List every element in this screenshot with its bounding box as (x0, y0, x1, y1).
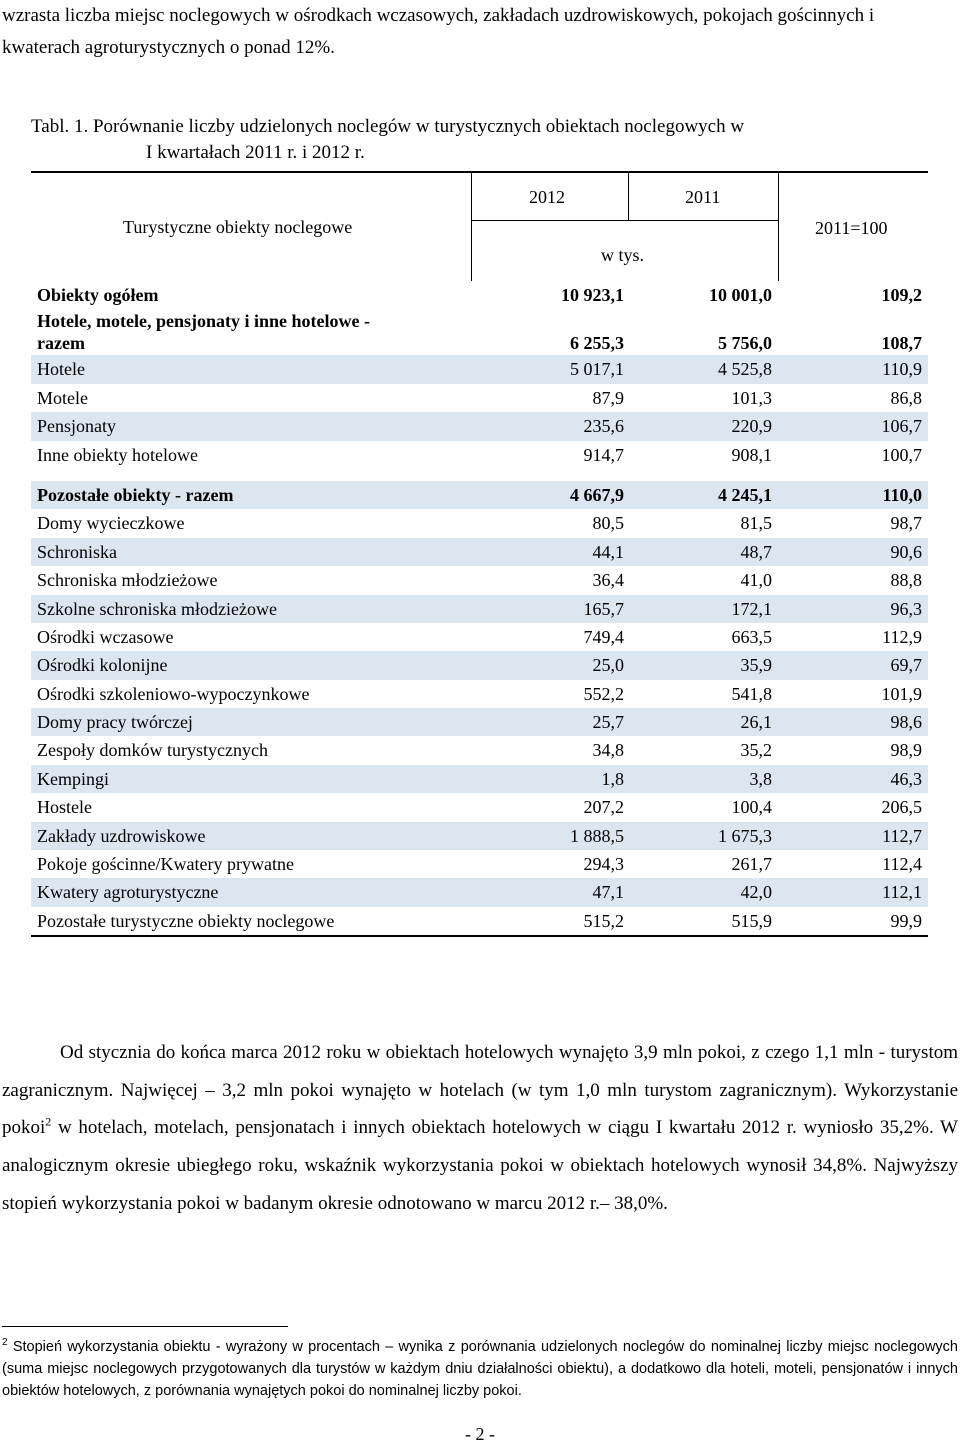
table-row (31, 680, 928, 708)
row-label: Domy pracy twórczej (37, 712, 193, 733)
row-label: Schroniska młodzieżowe (37, 570, 218, 591)
value-2012: 1,8 (601, 768, 624, 789)
value-2012: 36,4 (592, 570, 624, 591)
index-value: 106,7 (881, 416, 922, 437)
index-value: 112,7 (882, 825, 922, 846)
header-divider (628, 173, 629, 220)
table-row (31, 309, 928, 355)
value-2011: 5 756,0 (718, 333, 772, 354)
index-value: 98,7 (890, 513, 922, 534)
value-2011: 81,5 (740, 513, 772, 534)
value-2011: 48,7 (740, 541, 772, 562)
table-row (31, 822, 928, 850)
table-row (31, 281, 928, 309)
page-number: - 2 - (465, 1424, 495, 1444)
row-label: Hostele (37, 797, 92, 818)
table-row (31, 595, 928, 623)
value-2012: 235,6 (583, 416, 624, 437)
footnote-mark: 2 (2, 1337, 8, 1349)
table-row (31, 384, 928, 412)
table-row (31, 765, 928, 793)
value-2011: 35,2 (740, 740, 772, 761)
table-caption-line-1: Tabl. 1. Porównanie liczby udzielonych noclegów w turystycznych obiektach noclegowych w (31, 116, 745, 137)
table-row (31, 412, 928, 440)
row-label: Inne obiekty hotelowe (37, 444, 198, 465)
value-2011: 42,0 (740, 882, 772, 903)
value-2012: 6 255,3 (570, 333, 624, 354)
value-2012: 87,9 (592, 387, 624, 408)
group-spacer (31, 469, 928, 481)
row-label: Ośrodki szkoleniowo-wypoczynkowe (37, 683, 310, 704)
header-unit: w tys. (601, 245, 645, 265)
row-label: Zakłady uzdrowiskowe (37, 825, 206, 846)
table-body-other-group (31, 481, 928, 937)
table-row (31, 793, 928, 821)
index-value: 88,8 (890, 570, 922, 591)
body-text-part-1: Od stycznia do końca marca 2012 roku w obiektach hotelowych wynajęto 3,9 mln pokoi, z czego 1,1 mln - turystom zagranicznym. Najwięcej – 3,2 mln pokoi wynajęto w hotelach (w tym 1,0 mln turystom zagranicznym). Wykorzystanie pokoi (2, 1042, 958, 1139)
index-value: 112,4 (882, 854, 922, 875)
row-label-line-2: razem (37, 333, 85, 354)
footnote (2, 1336, 958, 1402)
row-label: Obiekty ogółem (37, 285, 159, 305)
header-year-2012: 2012 (529, 187, 565, 207)
value-2011: 663,5 (731, 626, 772, 647)
row-label: Hotele (37, 359, 85, 380)
header-underline (471, 220, 778, 221)
value-2011: 3,8 (749, 768, 772, 789)
row-label: Zespoły domków turystycznych (37, 740, 268, 761)
row-label: Motele (37, 387, 88, 408)
row-label: Pokoje gościnne/Kwatery prywatne (37, 854, 294, 875)
table-row (31, 566, 928, 594)
value-2011: 172,1 (731, 598, 772, 619)
index-value: 110,9 (882, 359, 922, 380)
index-value: 98,6 (890, 712, 922, 733)
value-2012: 749,4 (583, 626, 624, 647)
table-body-hotel-group (31, 281, 928, 469)
value-2011: 26,1 (740, 712, 772, 733)
value-2012: 44,1 (592, 541, 624, 562)
value-2011: 4 525,8 (718, 359, 772, 380)
value-2011: 515,9 (731, 910, 772, 931)
value-2011: 41,0 (740, 570, 772, 591)
row-label: Pensjonaty (37, 416, 116, 437)
table-header (31, 171, 928, 281)
row-label: Schroniska (37, 541, 117, 562)
comparison-table (31, 171, 928, 937)
value-2011: 4 245,1 (718, 484, 772, 505)
value-2011: 100,4 (731, 797, 772, 818)
value-2011: 220,9 (731, 416, 772, 437)
value-2012: 165,7 (583, 598, 624, 619)
value-2011: 35,9 (740, 655, 772, 676)
value-2012: 10 923,1 (561, 285, 624, 305)
header-index: 2011=100 (815, 218, 888, 238)
value-2011: 261,7 (731, 854, 772, 875)
table-row (31, 355, 928, 383)
table-caption (31, 114, 744, 166)
footnote-reference: 2 (45, 1115, 52, 1130)
row-label-line-1: Hotele, motele, pensjonaty i inne hotelowe - (37, 311, 370, 332)
value-2012: 25,0 (592, 655, 624, 676)
index-value: 206,5 (881, 797, 922, 818)
row-label: Ośrodki kolonijne (37, 655, 168, 676)
table-row (31, 651, 928, 679)
index-value: 96,3 (890, 598, 922, 619)
row-label: Pozostałe turystyczne obiekty noclegowe (37, 910, 335, 931)
value-2012: 515,2 (583, 910, 624, 931)
index-value: 112,9 (882, 626, 922, 647)
index-value: 108,7 (881, 333, 922, 354)
intro-paragraph: wzrasta liczba miejsc noclegowych w ośrodkach wczasowych, zakładach uzdrowiskowych, pokojach gościnnych i kwaterach agroturystycznych o ponad 12%. (2, 5, 875, 58)
value-2011: 541,8 (731, 683, 772, 704)
table-row (31, 441, 928, 469)
header-year-2011: 2011 (685, 187, 721, 207)
value-2011: 908,1 (731, 444, 772, 465)
index-value: 101,9 (881, 683, 922, 704)
row-label: Pozostałe obiekty - razem (37, 484, 234, 505)
table-row (31, 481, 928, 509)
index-value: 100,7 (881, 444, 922, 465)
header-divider (471, 173, 472, 281)
index-value: 69,7 (890, 655, 922, 676)
row-label: Kwatery agroturystyczne (37, 882, 219, 903)
row-label (37, 310, 370, 354)
index-value: 98,9 (890, 740, 922, 761)
value-2011: 1 675,3 (718, 825, 772, 846)
table-row (31, 538, 928, 566)
value-2012: 552,2 (583, 683, 624, 704)
row-label: Ośrodki wczasowe (37, 626, 174, 647)
footnote-text: Stopień wykorzystania obiektu - wyrażony w procentach – wynika z porównania udzielonych noclegów do nominalnej liczby miejsc noclegowych (suma miejsc noclegowych przygotowanych dla turystów w każdym dniu działalności obiektu), a dodatkowo dla hoteli, moteli, pensjonatów i innych obiektów hotelowych, z porównania wynajętych pokoi do nominalnej liczby pokoi. (2, 1339, 958, 1399)
header-divider (778, 173, 779, 281)
row-label: Szkolne schroniska młodzieżowe (37, 598, 277, 619)
index-value: 90,6 (890, 541, 922, 562)
value-2012: 1 888,5 (570, 825, 624, 846)
value-2012: 5 017,1 (570, 359, 624, 380)
index-value: 86,8 (890, 387, 922, 408)
row-label: Kempingi (37, 768, 109, 789)
index-value: 99,9 (890, 910, 922, 931)
stub-header-cell (31, 173, 471, 281)
value-2011: 10 001,0 (709, 285, 772, 305)
table-row (31, 736, 928, 764)
table-row (31, 907, 928, 937)
index-value: 46,3 (890, 768, 922, 789)
footnote-separator (2, 1326, 288, 1327)
body-text-part-2: w hotelach, motelach, pensjonatach i innych obiektach hotelowych w ciągu I kwartału 2012 r. wyniosło 35,2%. W analogicznym okresie ubiegłego roku, wskaźnik wykorzystania pokoi w obiektach hotelowych wynosił 34,8%. Najwyższy stopień wykorzystania pokoi w badanym okresie odnotowano w marcu 2012 r.– 38,0%. (2, 1117, 958, 1214)
row-label: Domy wycieczkowe (37, 513, 185, 534)
index-value: 112,1 (882, 882, 922, 903)
value-2011: 101,3 (731, 387, 772, 408)
body-paragraph (2, 1034, 958, 1223)
value-2012: 4 667,9 (570, 484, 624, 505)
value-2012: 25,7 (592, 712, 624, 733)
value-2012: 34,8 (592, 740, 624, 761)
value-2012: 47,1 (592, 882, 624, 903)
table-row (31, 850, 928, 878)
table-row (31, 708, 928, 736)
table-row (31, 878, 928, 906)
table-caption-line-2: I kwartałach 2011 r. i 2012 r. (146, 142, 365, 163)
value-2012: 80,5 (592, 513, 624, 534)
value-2012: 207,2 (583, 797, 624, 818)
index-value: 110,0 (882, 484, 922, 505)
value-2012: 914,7 (583, 444, 624, 465)
value-2012: 294,3 (583, 854, 624, 875)
index-value: 109,2 (881, 285, 922, 305)
table-row (31, 623, 928, 651)
table-row (31, 509, 928, 537)
stub-header-label: Turystyczne obiekty noclegowe (123, 217, 353, 237)
